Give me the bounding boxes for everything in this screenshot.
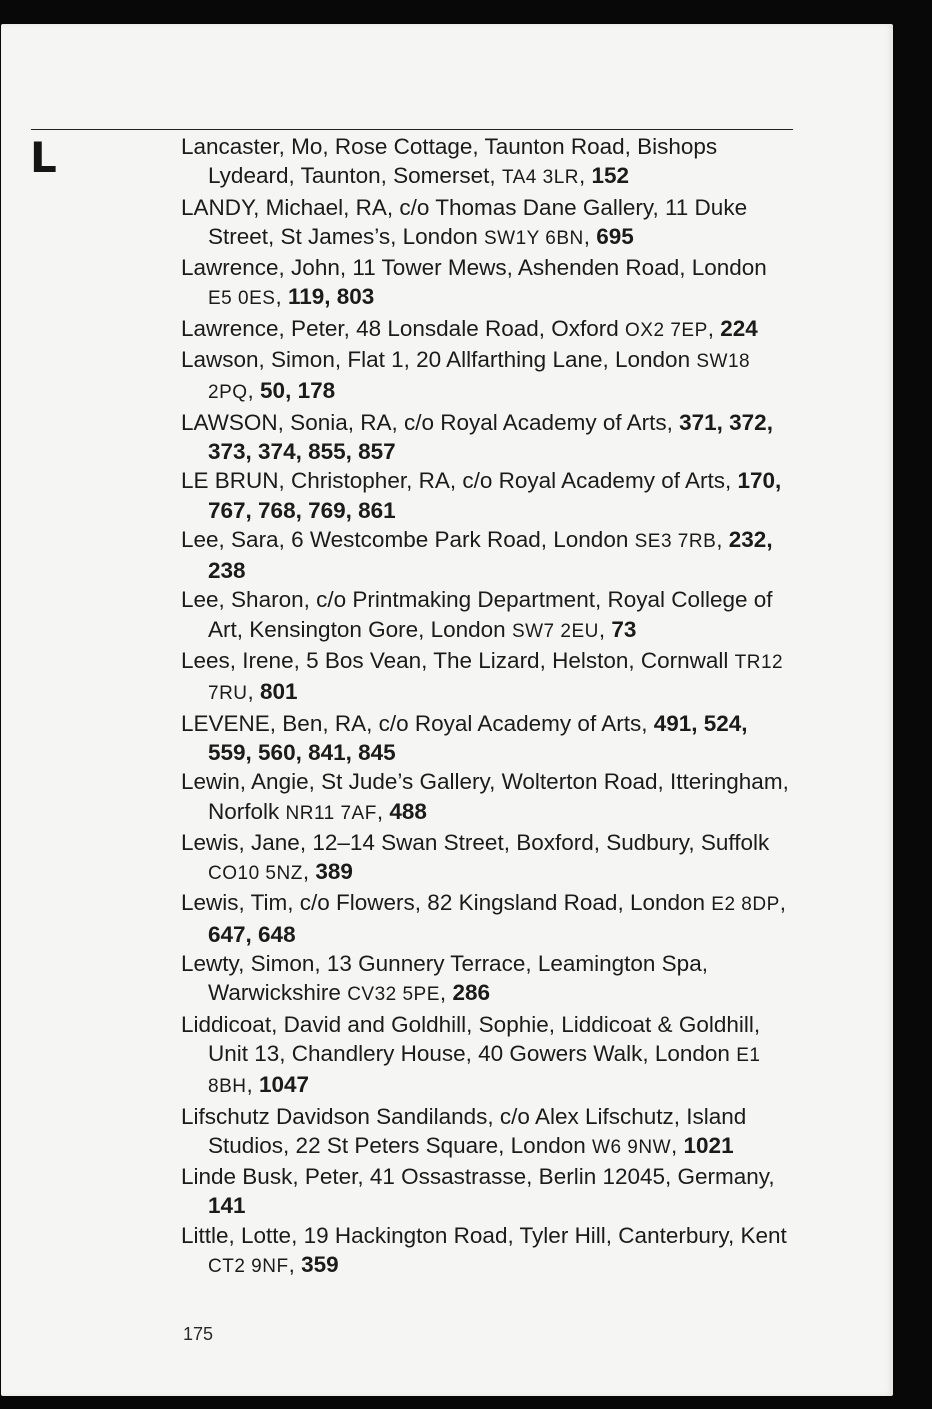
entry-separator: , <box>376 798 390 824</box>
entry-text: Lifschutz Davidson Sandilands, c/o Alex Lifschutz, Island Studios, 22 St Peters Square, London <box>181 1103 747 1158</box>
entry-text: LANDY, Michael, RA, c/o Thomas Dane Gallery, 11 Duke Street, St James’s, London <box>181 194 748 249</box>
entry-pages: 801 <box>260 679 298 705</box>
index-entry <box>181 709 796 768</box>
index-entry <box>181 132 796 193</box>
entry-text: Lewis, Jane, 12–14 Swan Street, Boxford, Sudbury, Suffolk <box>181 829 770 855</box>
entry-postcode: OX2 7EP <box>625 319 708 341</box>
page-number: 175 <box>183 1324 214 1344</box>
entry-separator: , <box>275 284 288 310</box>
entry-pages: 286 <box>452 980 490 1006</box>
entry-text: Lawson, Simon, Flat 1, 20 Allfarthing Lane, London <box>181 347 697 373</box>
index-entry <box>181 888 796 949</box>
entry-separator: , <box>439 980 453 1006</box>
entry-text: Lawrence, Peter, 48 Lonsdale Road, Oxford <box>181 315 626 341</box>
entry-postcode: TR12 7RU <box>208 652 784 705</box>
index-entry <box>181 466 796 525</box>
entry-postcode: TA4 3LR <box>501 167 580 189</box>
entry-separator: , <box>707 315 721 341</box>
entry-text: Little, Lotte, 19 Hackington Road, Tyler Hill, Canterbury, Kent <box>181 1222 787 1248</box>
index-entry <box>181 253 796 314</box>
index-entry-list <box>181 132 796 1281</box>
entry-postcode: E2 8DP <box>711 894 780 916</box>
header-rule <box>31 129 793 130</box>
entry-separator: , <box>247 378 261 404</box>
entry-text: Lawrence, John, 11 Tower Mews, Ashenden Road, London <box>181 255 767 281</box>
entry-separator: , <box>716 526 729 552</box>
entry-separator: , <box>583 223 597 249</box>
index-entry <box>181 345 796 408</box>
entry-text: Lancaster, Mo, Rose Cottage, Taunton Road, Bishops Lydeard, Taunton, Somerset, <box>181 134 718 189</box>
entry-pages: 371, 372, 373, 374, 855, 857 <box>208 409 773 464</box>
entry-pages: 170, 767, 768, 769, 861 <box>208 468 782 523</box>
index-entry <box>181 585 796 646</box>
index-entry <box>181 1221 796 1282</box>
entry-text: LE BRUN, Christopher, RA, c/o Royal Academy of Arts, <box>181 468 738 494</box>
entry-text: Lewis, Tim, c/o Flowers, 82 Kingsland Road, London <box>181 890 712 916</box>
index-entry <box>181 828 796 889</box>
book-page <box>1 24 893 1396</box>
entry-separator: , <box>247 679 261 705</box>
entry-text: Lee, Sara, 6 Westcombe Park Road, London <box>181 526 635 552</box>
entry-pages: 73 <box>611 616 637 642</box>
index-entry <box>181 1102 796 1163</box>
entry-pages: 119, 803 <box>287 284 375 310</box>
index-entry <box>181 193 796 254</box>
index-entry <box>181 646 796 709</box>
entry-text: LAWSON, Sonia, RA, c/o Royal Academy of Arts, <box>181 409 680 435</box>
entry-text: LEVENE, Ben, RA, c/o Royal Academy of Arts, <box>181 710 654 736</box>
entry-postcode: CO10 5NZ <box>208 863 303 885</box>
entry-postcode: E5 0ES <box>208 288 276 310</box>
entry-postcode: SE3 7RB <box>634 530 717 552</box>
index-entry <box>181 525 796 586</box>
entry-text: Linde Busk, Peter, 41 Ossastrasse, Berlin 12045, Germany, <box>181 1164 775 1190</box>
entry-pages: 488 <box>389 798 427 824</box>
entry-pages: 152 <box>591 163 630 189</box>
index-entry <box>181 1010 796 1102</box>
entry-separator: , <box>779 890 787 916</box>
entry-text: Lees, Irene, 5 Bos Vean, The Lizard, Helston, Cornwall <box>181 648 735 674</box>
entry-postcode: W6 9NW <box>592 1136 672 1158</box>
entry-pages: 224 <box>720 315 758 341</box>
entry-pages: 1021 <box>683 1132 734 1158</box>
entry-pages: 1047 <box>258 1072 310 1098</box>
entry-separator: , <box>671 1132 684 1158</box>
entry-text: Lewin, Angie, St Jude’s Gallery, Wolterton Road, Itteringham, Norfolk <box>181 769 789 824</box>
index-entry <box>181 767 796 828</box>
entry-postcode: CV32 5PE <box>347 984 440 1006</box>
entry-pages: 50, 178 <box>260 378 336 404</box>
index-entry <box>181 408 796 467</box>
entry-postcode: NR11 7AF <box>285 802 377 824</box>
entry-pages: 491, 524, 559, 560, 841, 845 <box>208 710 748 765</box>
entry-pages: 359 <box>301 1251 339 1277</box>
entry-postcode: SW18 2PQ <box>208 351 751 404</box>
entry-text: Liddicoat, David and Goldhill, Sophie, Liddicoat & Goldhill, Unit 13, Chandlery House, 40 Gowers Walk, London <box>181 1011 761 1066</box>
entry-pages: 389 <box>315 859 353 885</box>
index-entry <box>181 949 796 1010</box>
entry-postcode: SW1Y 6BN <box>484 227 584 249</box>
entry-postcode: CT2 9NF <box>208 1255 289 1277</box>
entry-postcode: SW7 2EU <box>511 620 599 642</box>
entry-separator: , <box>302 859 316 885</box>
entry-separator: , <box>246 1072 259 1098</box>
section-letter: L <box>30 133 57 182</box>
entry-text: Lewty, Simon, 13 Gunnery Terrace, Leamington Spa, Warwickshire <box>181 951 708 1006</box>
entry-pages: 232, 238 <box>208 526 773 584</box>
entry-pages: 141 <box>208 1193 246 1219</box>
entry-separator: , <box>579 163 592 189</box>
entry-pages: 695 <box>596 223 634 249</box>
index-entry <box>181 314 796 345</box>
entry-text: Lee, Sharon, c/o Printmaking Department, Royal College of Art, Kensington Gore, London <box>181 587 773 642</box>
entry-separator: , <box>598 616 612 642</box>
entry-separator: , <box>288 1251 302 1277</box>
entry-postcode: E1 8BH <box>208 1044 761 1098</box>
entry-pages: 647, 648 <box>208 921 296 947</box>
index-entry <box>181 1162 796 1221</box>
